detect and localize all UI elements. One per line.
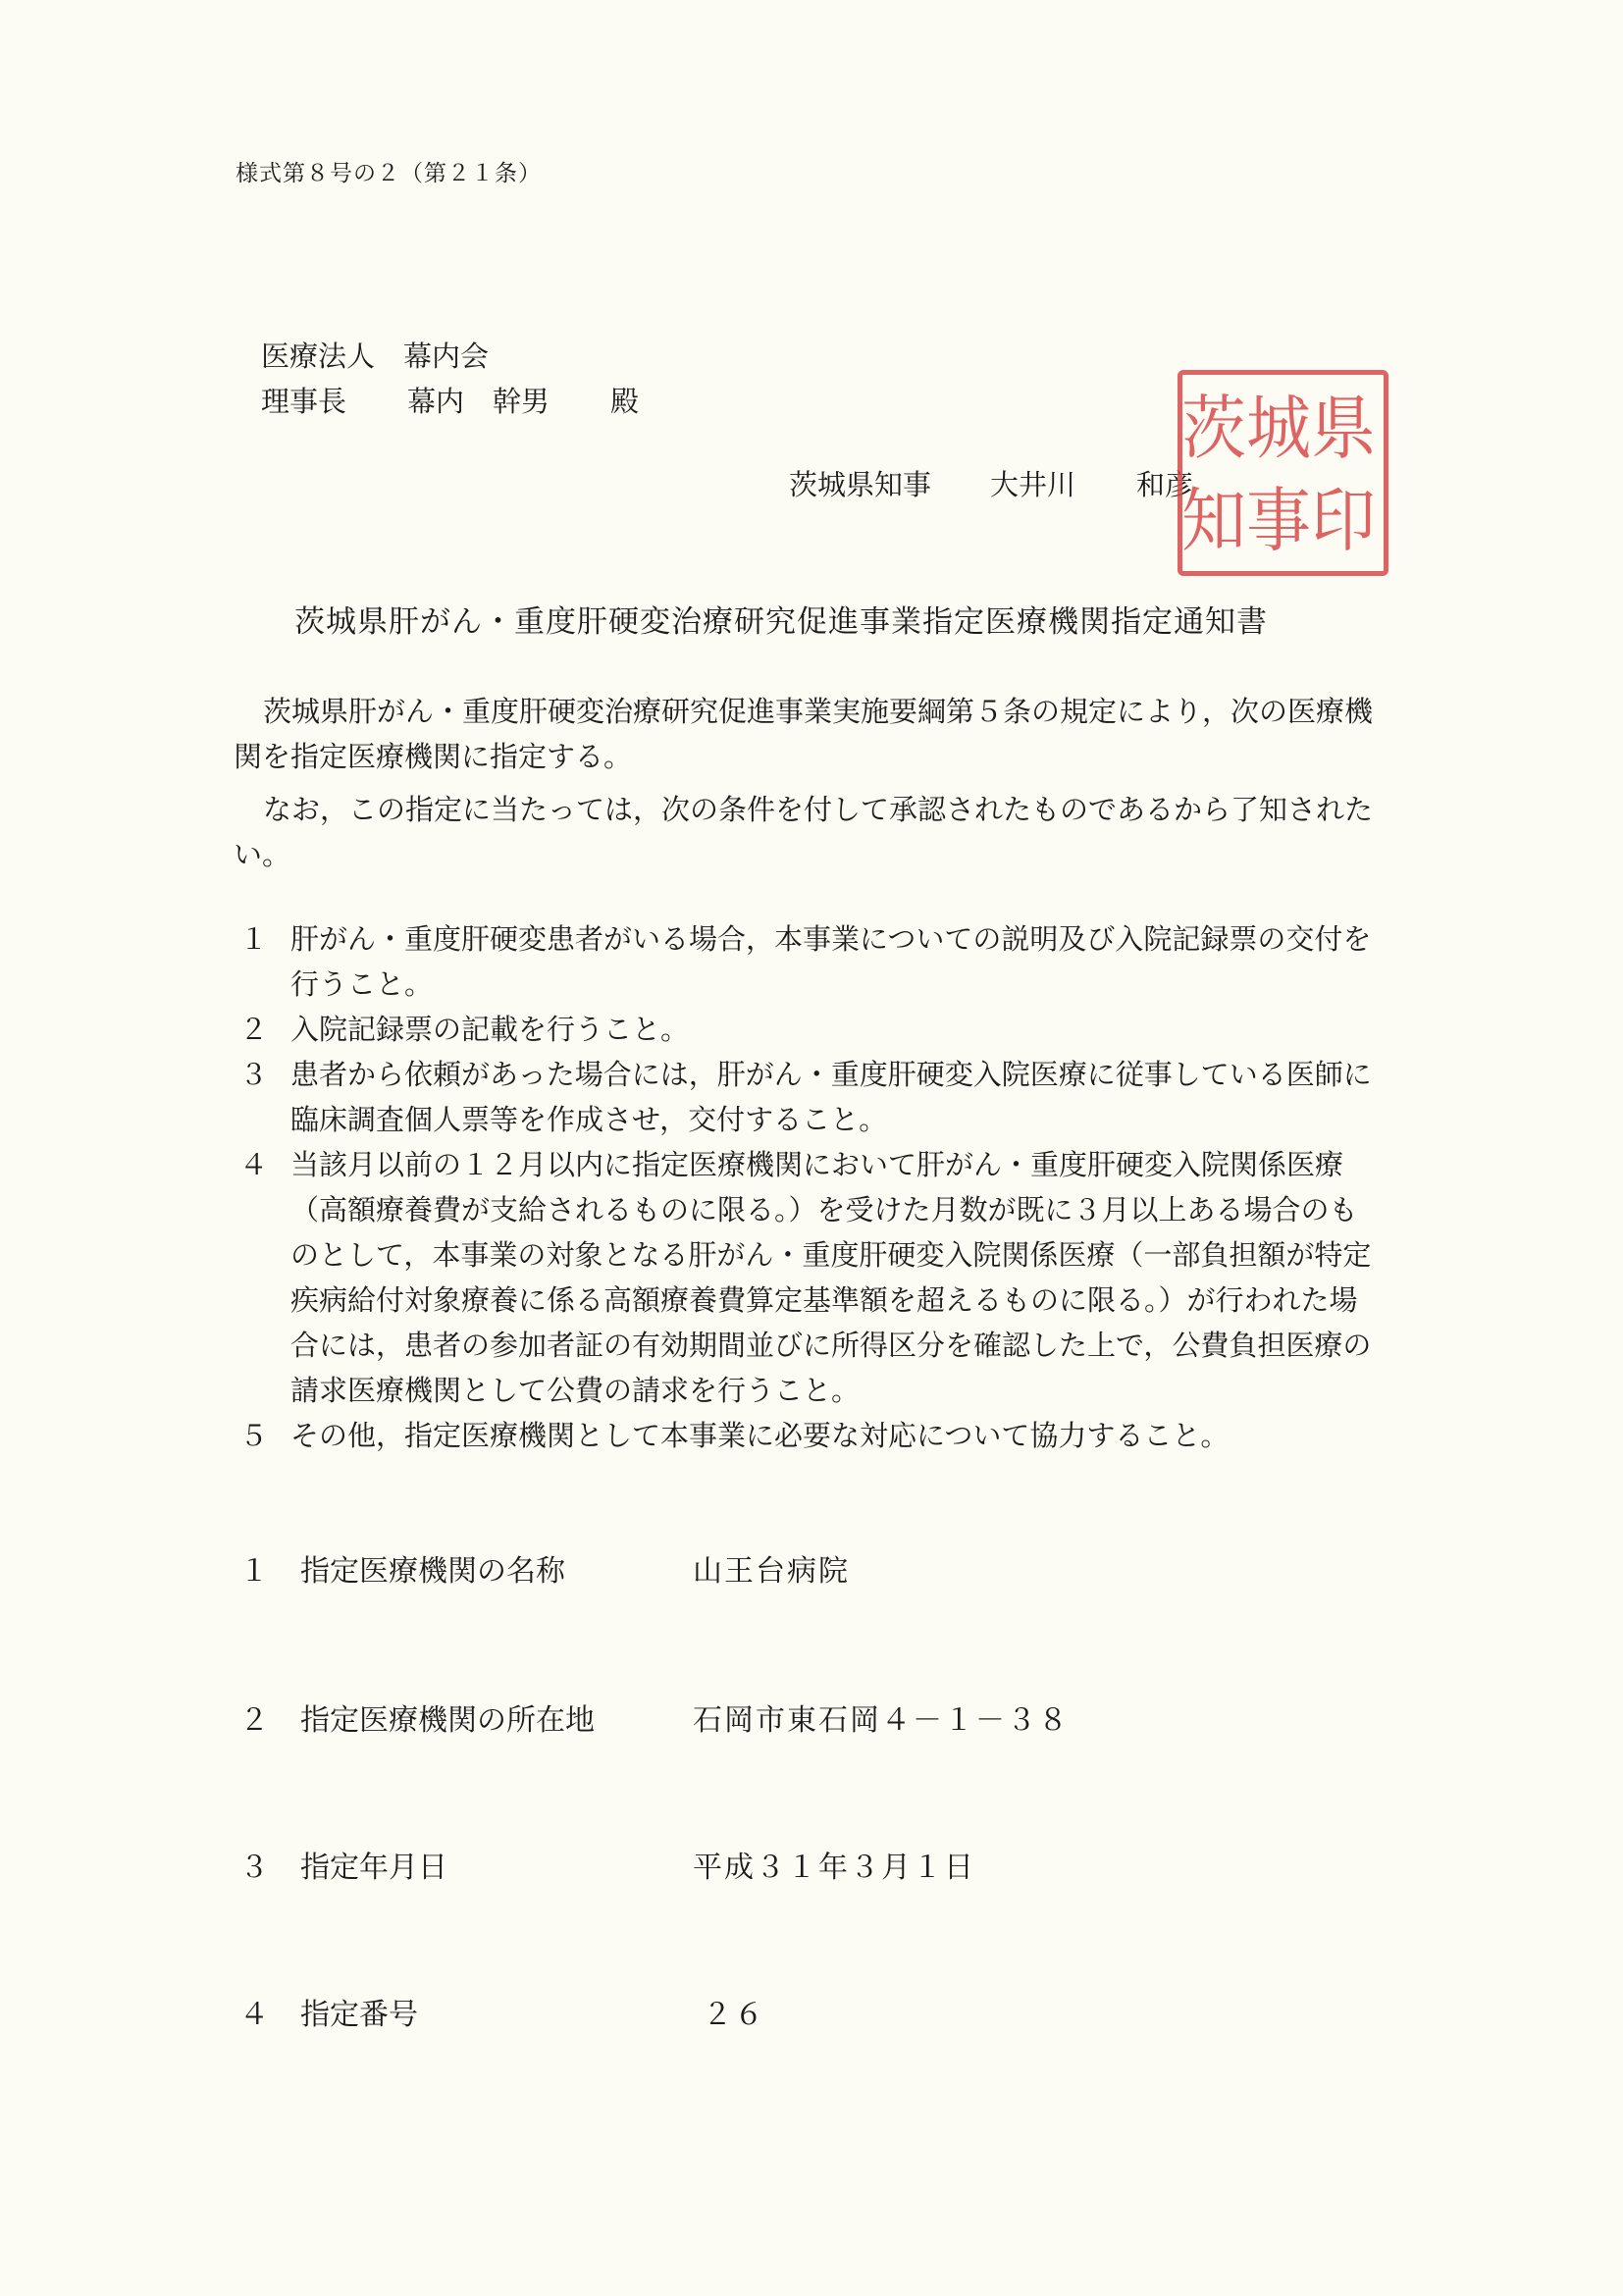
condition-item <box>234 1142 1382 1413</box>
condition-text: 当該月以前の１２月以内に指定医療機関において肝がん・重度肝硬変入院関係医療（高額療養費が支給されるものに限る。）を受けた月数が既に３月以上ある場合のものとして，本事業の対象となる肝がん・重度肝硬変入院関係医療（一部負担額が特定疾病給付対象療養に係る高額療養費算定基準額を超えるものに限る。）が行われた場合には，患者の参加者証の有効期間並びに所得区分を確認した上で，公費負担医療の請求医療機関として公費の請求を行うこと。 <box>290 1148 1372 1407</box>
condition-item <box>234 1413 1382 1458</box>
condition-number: １ <box>239 922 269 956</box>
form-number-label: 様式第８号の２（第２１条） <box>236 161 542 186</box>
detail-label: 指定番号 <box>300 1998 418 2032</box>
addressee-organization: 医療法人 幕内会 <box>261 339 490 373</box>
sender-given-name: 和彦 <box>1136 468 1194 501</box>
document-title: 茨城県肝がん・重度肝硬変治療研究促進事業指定医療機関指定通知書 <box>294 604 1268 640</box>
condition-text: 患者から依頼があった場合には，肝がん・重度肝硬変入院医療に従事している医師に臨床調査個人票等を作成させ，交付すること。 <box>290 1058 1372 1136</box>
seal-characters <box>1181 383 1376 563</box>
body-paragraph-1: 茨城県肝がん・重度肝硬変治療研究促進事業実施要綱第５条の規定により，次の医療機関を指定医療機関に指定する。 <box>234 695 1374 773</box>
addressee-title: 理事長 <box>261 385 347 418</box>
condition-number: ４ <box>239 1148 269 1181</box>
detail-label: 指定医療機関の所在地 <box>300 1703 595 1738</box>
official-seal-stamp <box>1178 370 1388 576</box>
addressee-name: 幕内 幹男 <box>407 385 550 418</box>
condition-number: ３ <box>239 1058 269 1091</box>
condition-text: 入院記録票の記載を行うこと。 <box>290 1013 690 1046</box>
detail-number: １ <box>239 1554 269 1589</box>
condition-text: 肝がん・重度肝硬変患者がいる場合，本事業についての説明及び入院記録票の交付を行うこと。 <box>290 922 1372 1001</box>
sender-family-name: 大井川 <box>990 468 1076 501</box>
detail-number: ２ <box>239 1703 269 1738</box>
sender-title: 茨城県知事 <box>789 468 932 501</box>
detail-value: 石岡市東石岡４－１－３８ <box>693 1703 1070 1738</box>
conditions-list <box>234 916 1382 1458</box>
condition-item <box>234 916 1382 1007</box>
detail-label: 指定年月日 <box>300 1851 447 1885</box>
seal-char: 事 <box>1246 479 1311 562</box>
sender-block <box>789 463 1193 503</box>
seal-char: 県 <box>1311 387 1376 470</box>
condition-number: ５ <box>239 1419 269 1452</box>
condition-text: その他，指定医療機関として本事業に必要な対応について協力すること。 <box>290 1419 1230 1452</box>
seal-char: 茨 <box>1181 387 1246 470</box>
detail-number: ４ <box>239 1998 269 2032</box>
seal-char: 知 <box>1181 479 1246 562</box>
detail-row-designation-number <box>234 1990 765 2033</box>
condition-item <box>234 1007 1382 1052</box>
detail-row-facility-name <box>234 1546 850 1590</box>
condition-number: ２ <box>239 1013 269 1046</box>
detail-row-facility-address <box>234 1696 1070 1739</box>
detail-number: ３ <box>239 1851 269 1885</box>
condition-item <box>234 1052 1382 1142</box>
addressee-person <box>261 379 639 424</box>
detail-row-designation-date <box>234 1843 975 1886</box>
detail-value: ２６ <box>703 1998 765 2032</box>
addressee-honorific: 殿 <box>610 385 640 418</box>
addressee-block <box>261 334 639 424</box>
detail-value: 平成３１年３月１日 <box>693 1851 975 1885</box>
detail-label: 指定医療機関の名称 <box>300 1554 565 1589</box>
seal-char: 印 <box>1311 479 1376 562</box>
detail-value: 山王台病院 <box>693 1554 850 1589</box>
seal-char: 城 <box>1246 387 1311 470</box>
body-paragraph-2: なお，この指定に当たっては，次の条件を付して承認されたものであるから了知されたい。 <box>234 793 1374 871</box>
